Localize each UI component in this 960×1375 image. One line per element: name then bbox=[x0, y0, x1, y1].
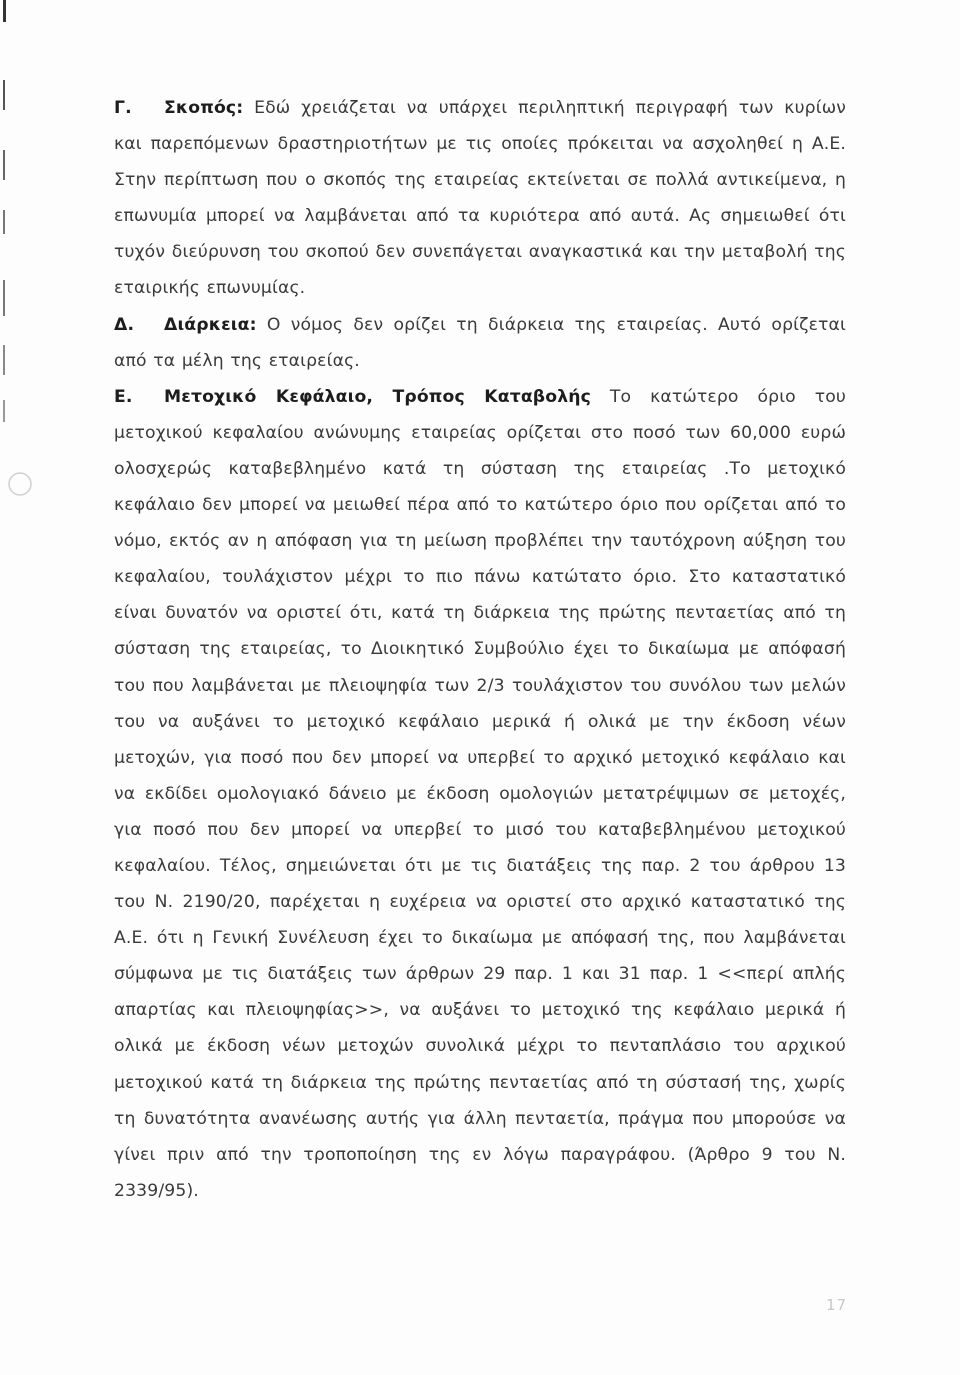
section-letter: Ε. bbox=[114, 386, 133, 407]
section-letter: Γ. bbox=[114, 98, 132, 118]
document-body bbox=[114, 90, 846, 1209]
section-letter: Δ. bbox=[114, 314, 135, 335]
binding-mark bbox=[3, 210, 5, 234]
scan-margin-marks bbox=[0, 0, 60, 1375]
binding-mark bbox=[3, 345, 5, 375]
section-duration bbox=[114, 307, 846, 379]
page-number: 17 bbox=[826, 1296, 848, 1314]
binding-mark bbox=[3, 150, 5, 180]
section-text: Το κατώτερο όριο του μετοχικού κεφαλαίου ανώνυμης εταιρείας ορίζεται στο ποσό των 60,000 ευρώ ολοσχερώς καταβεβλημένο κατά τη σύσταση της εταιρείας .Το μετοχικό κεφάλαιο δεν μπορεί να μειωθεί πέρα από το κατώτερο όριο που ορίζεται από το νόμο, εκτός αν η απόφαση για τη μείωση προβλέπει την ταυτόχρονη αύξηση του κεφαλαίου, τουλάχιστον μέχρι το πιο πάνω κατώτατο όριο. Στο καταστατικό είναι δυνατόν να οριστεί ότι, κατά τη διάρκεια της πρώτης πενταετίας από τη σύσταση της εταιρείας, το Διοικητικό Συμβούλιο έχει το δικαίωμα με απόφασή του που λαμβάνεται με πλειοψηφία των 2/3 τουλάχιστον του συνόλου των μελών του να αυξάνει το μετοχικό κεφάλαιο μερικά ή ολικά με την έκδοση νέων μετοχών, για ποσό που δεν μπορεί να υπερβεί το αρχικό μετοχικό κεφάλαιο και να εκδίδει ομολογιακό δάνειο με έκδοση ομολογιών μετατρέψιμων σε μετοχές, για ποσό που δεν μπορεί να υπερβεί το μισό του καταβεβλημένου μετοχικού κεφαλαίου. Τέλος, σημειώνεται ότι με τις διατάξεις της παρ. 2 του άρθρου 13 του Ν. 2190/20, παρέχεται η ευχέρεια να οριστεί στο αρχικό καταστατικό της Α.Ε. ότι η Γενική Συνέλευση έχει το δικαίωμα με απόφασή της, που λαμβάνεται σύμφωνα με τις διατάξεις των άρθρων 29 παρ. 1 και 31 παρ. 1 <<περί απλής απαρτίας και πλειοψηφίας>>, να αυξάνει το μετοχικό της κεφάλαιο μερικά ή ολικά με έκδοση νέων μετοχών συνολικά μέχρι το πενταπλάσιο του αρχικού μετοχικού κατά τη διάρκεια της πρώτης πενταετίας από τη σύστασή της, χωρίς τη δυνατότητα ανανέωσης αυτής για άλλη πενταετία, πράγμα που μπορούσε να γίνει πριν από την τροποποίηση της εν λόγω παραγράφου. (Άρθρο 9 του Ν. 2339/95). bbox=[114, 386, 846, 1201]
section-text: Εδώ χρειάζεται να υπάρχει περιληπτική περιγραφή των κυρίων και παρεπόμενων δραστηριοτήτων με τις οποίες πρόκειται να ασχοληθεί η Α.Ε. Στην περίπτωση που ο σκοπός της εταιρείας εκτείνεται σε πολλά αντικείμενα, η επωνυμία μπορεί να λαμβάνεται από τα κυριότερα από αυτά. Ας σημειωθεί ότι τυχόν διεύρυνση του σκοπού δεν συνεπάγεται αναγκαστικά και την μεταβολή της εταιρικής επωνυμίας. bbox=[114, 98, 846, 299]
section-heading: Σκοπός: bbox=[164, 98, 244, 118]
binding-mark bbox=[3, 80, 5, 110]
binding-mark bbox=[3, 280, 5, 316]
binding-mark bbox=[3, 400, 5, 422]
section-share-capital bbox=[114, 379, 846, 1209]
section-text: Ο νόμος δεν ορίζει τη διάρκεια της εταιρείας. Αυτό ορίζεται από τα μέλη της εταιρείας. bbox=[114, 314, 846, 371]
section-heading: Διάρκεια: bbox=[164, 314, 257, 335]
punch-hole-mark bbox=[9, 473, 31, 495]
section-purpose bbox=[114, 90, 846, 307]
section-heading: Μετοχικό Κεφάλαιο, Τρόπος Καταβολής bbox=[164, 386, 591, 407]
binding-mark bbox=[3, 0, 6, 22]
